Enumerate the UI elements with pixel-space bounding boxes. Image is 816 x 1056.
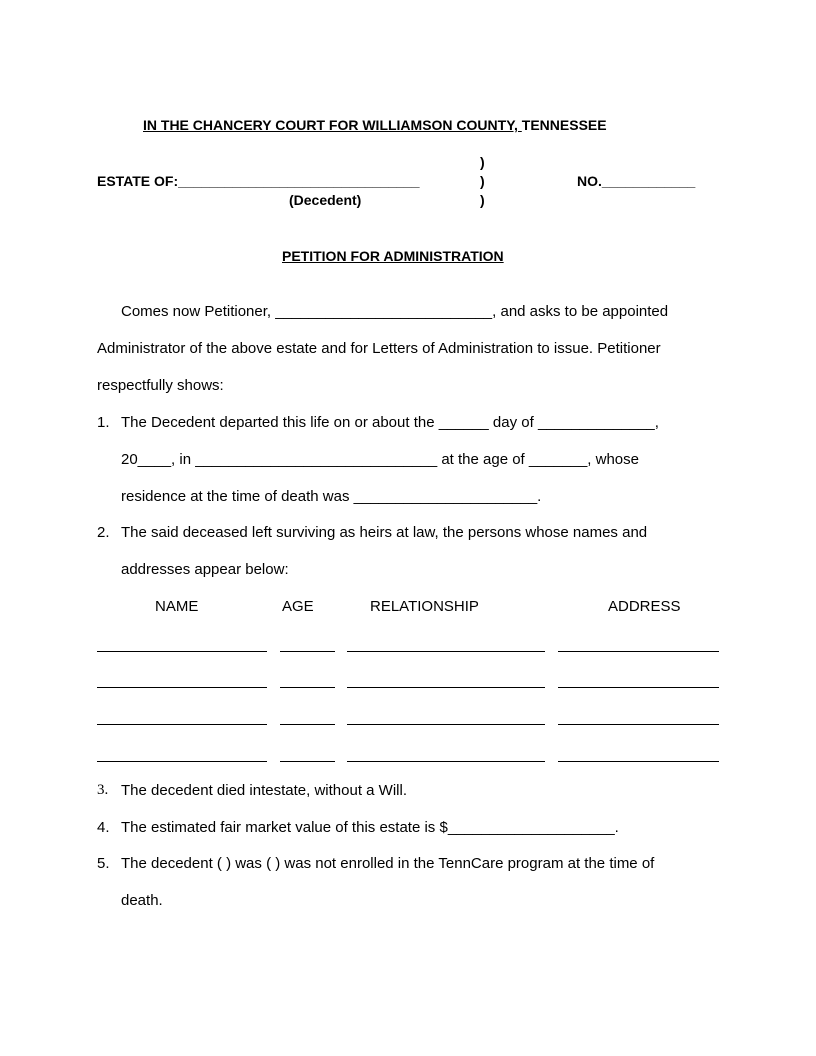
item-1-number: 1. (97, 414, 110, 431)
heir-row-1-name-blank[interactable] (97, 651, 267, 652)
heir-row-3-age-blank[interactable] (280, 724, 335, 725)
item-2-line-2: addresses appear below: (121, 561, 289, 578)
item-2-number: 2. (97, 524, 110, 541)
decedent-label: (Decedent) (289, 192, 362, 208)
heir-row-3-address-blank[interactable] (558, 724, 719, 725)
column-header-relationship: RELATIONSHIP (370, 598, 479, 615)
column-header-age: AGE (282, 598, 314, 615)
item-5-number: 5. (97, 855, 110, 872)
item-1-line-1: The Decedent departed this life on or about the ______ day of ______________, (121, 414, 659, 431)
heir-row-1-address-blank[interactable] (558, 651, 719, 652)
intro-line-1: Comes now Petitioner, __________________________, and asks to be appointed (121, 303, 669, 320)
heir-row-2-relationship-blank[interactable] (347, 687, 545, 688)
caption-paren-1: ) (480, 154, 485, 170)
heir-row-2-address-blank[interactable] (558, 687, 719, 688)
item-3-number: 3. (97, 782, 109, 798)
column-header-name: NAME (155, 598, 199, 615)
item-1-line-3: residence at the time of death was ______________________. (121, 488, 542, 505)
item-2-line-1: The said deceased left surviving as heirs at law, the persons whose names and (121, 524, 648, 541)
estate-of-label: ESTATE OF: (97, 173, 179, 189)
heir-row-2-name-blank[interactable] (97, 687, 267, 688)
heir-row-4-address-blank[interactable] (558, 761, 719, 762)
heir-row-3-name-blank[interactable] (97, 724, 267, 725)
case-number-label: NO. (577, 173, 602, 189)
court-state: TENNESSEE (521, 117, 607, 133)
heir-row-1-relationship-blank[interactable] (347, 651, 545, 652)
heir-row-3-relationship-blank[interactable] (347, 724, 545, 725)
heir-row-4-relationship-blank[interactable] (347, 761, 545, 762)
intro-line-2: Administrator of the above estate and for Letters of Administration to issue. Petitioner (97, 340, 661, 357)
heir-row-1-age-blank[interactable] (280, 651, 335, 652)
heir-row-4-age-blank[interactable] (280, 761, 335, 762)
caption-paren-2: ) (480, 173, 485, 189)
court-header (143, 117, 607, 133)
item-5-line-1: The decedent ( ) was ( ) was not enrolled in the TennCare program at the time of (121, 855, 655, 872)
case-number (577, 173, 695, 189)
item-5-line-2: death. (121, 892, 163, 909)
column-header-address: ADDRESS (608, 598, 681, 615)
document-title: PETITION FOR ADMINISTRATION (282, 248, 504, 264)
intro-line-3: respectfully shows: (97, 377, 224, 394)
estate-of-line (97, 173, 420, 189)
caption-paren-3: ) (480, 192, 485, 208)
heir-row-4-name-blank[interactable] (97, 761, 267, 762)
heir-row-2-age-blank[interactable] (280, 687, 335, 688)
estate-of-blank[interactable]: _______________________________ (178, 173, 420, 189)
item-1-line-2: 20____, in _____________________________ at the age of _______, whose (121, 451, 639, 468)
court-name: IN THE CHANCERY COURT FOR WILLIAMSON COUNTY, (143, 117, 522, 133)
item-4-number: 4. (97, 819, 110, 836)
item-4-text: The estimated fair market value of this estate is $____________________. (121, 819, 619, 836)
case-number-blank[interactable]: ____________ (601, 173, 696, 189)
item-3-text: The decedent died intestate, without a Will. (121, 782, 407, 799)
